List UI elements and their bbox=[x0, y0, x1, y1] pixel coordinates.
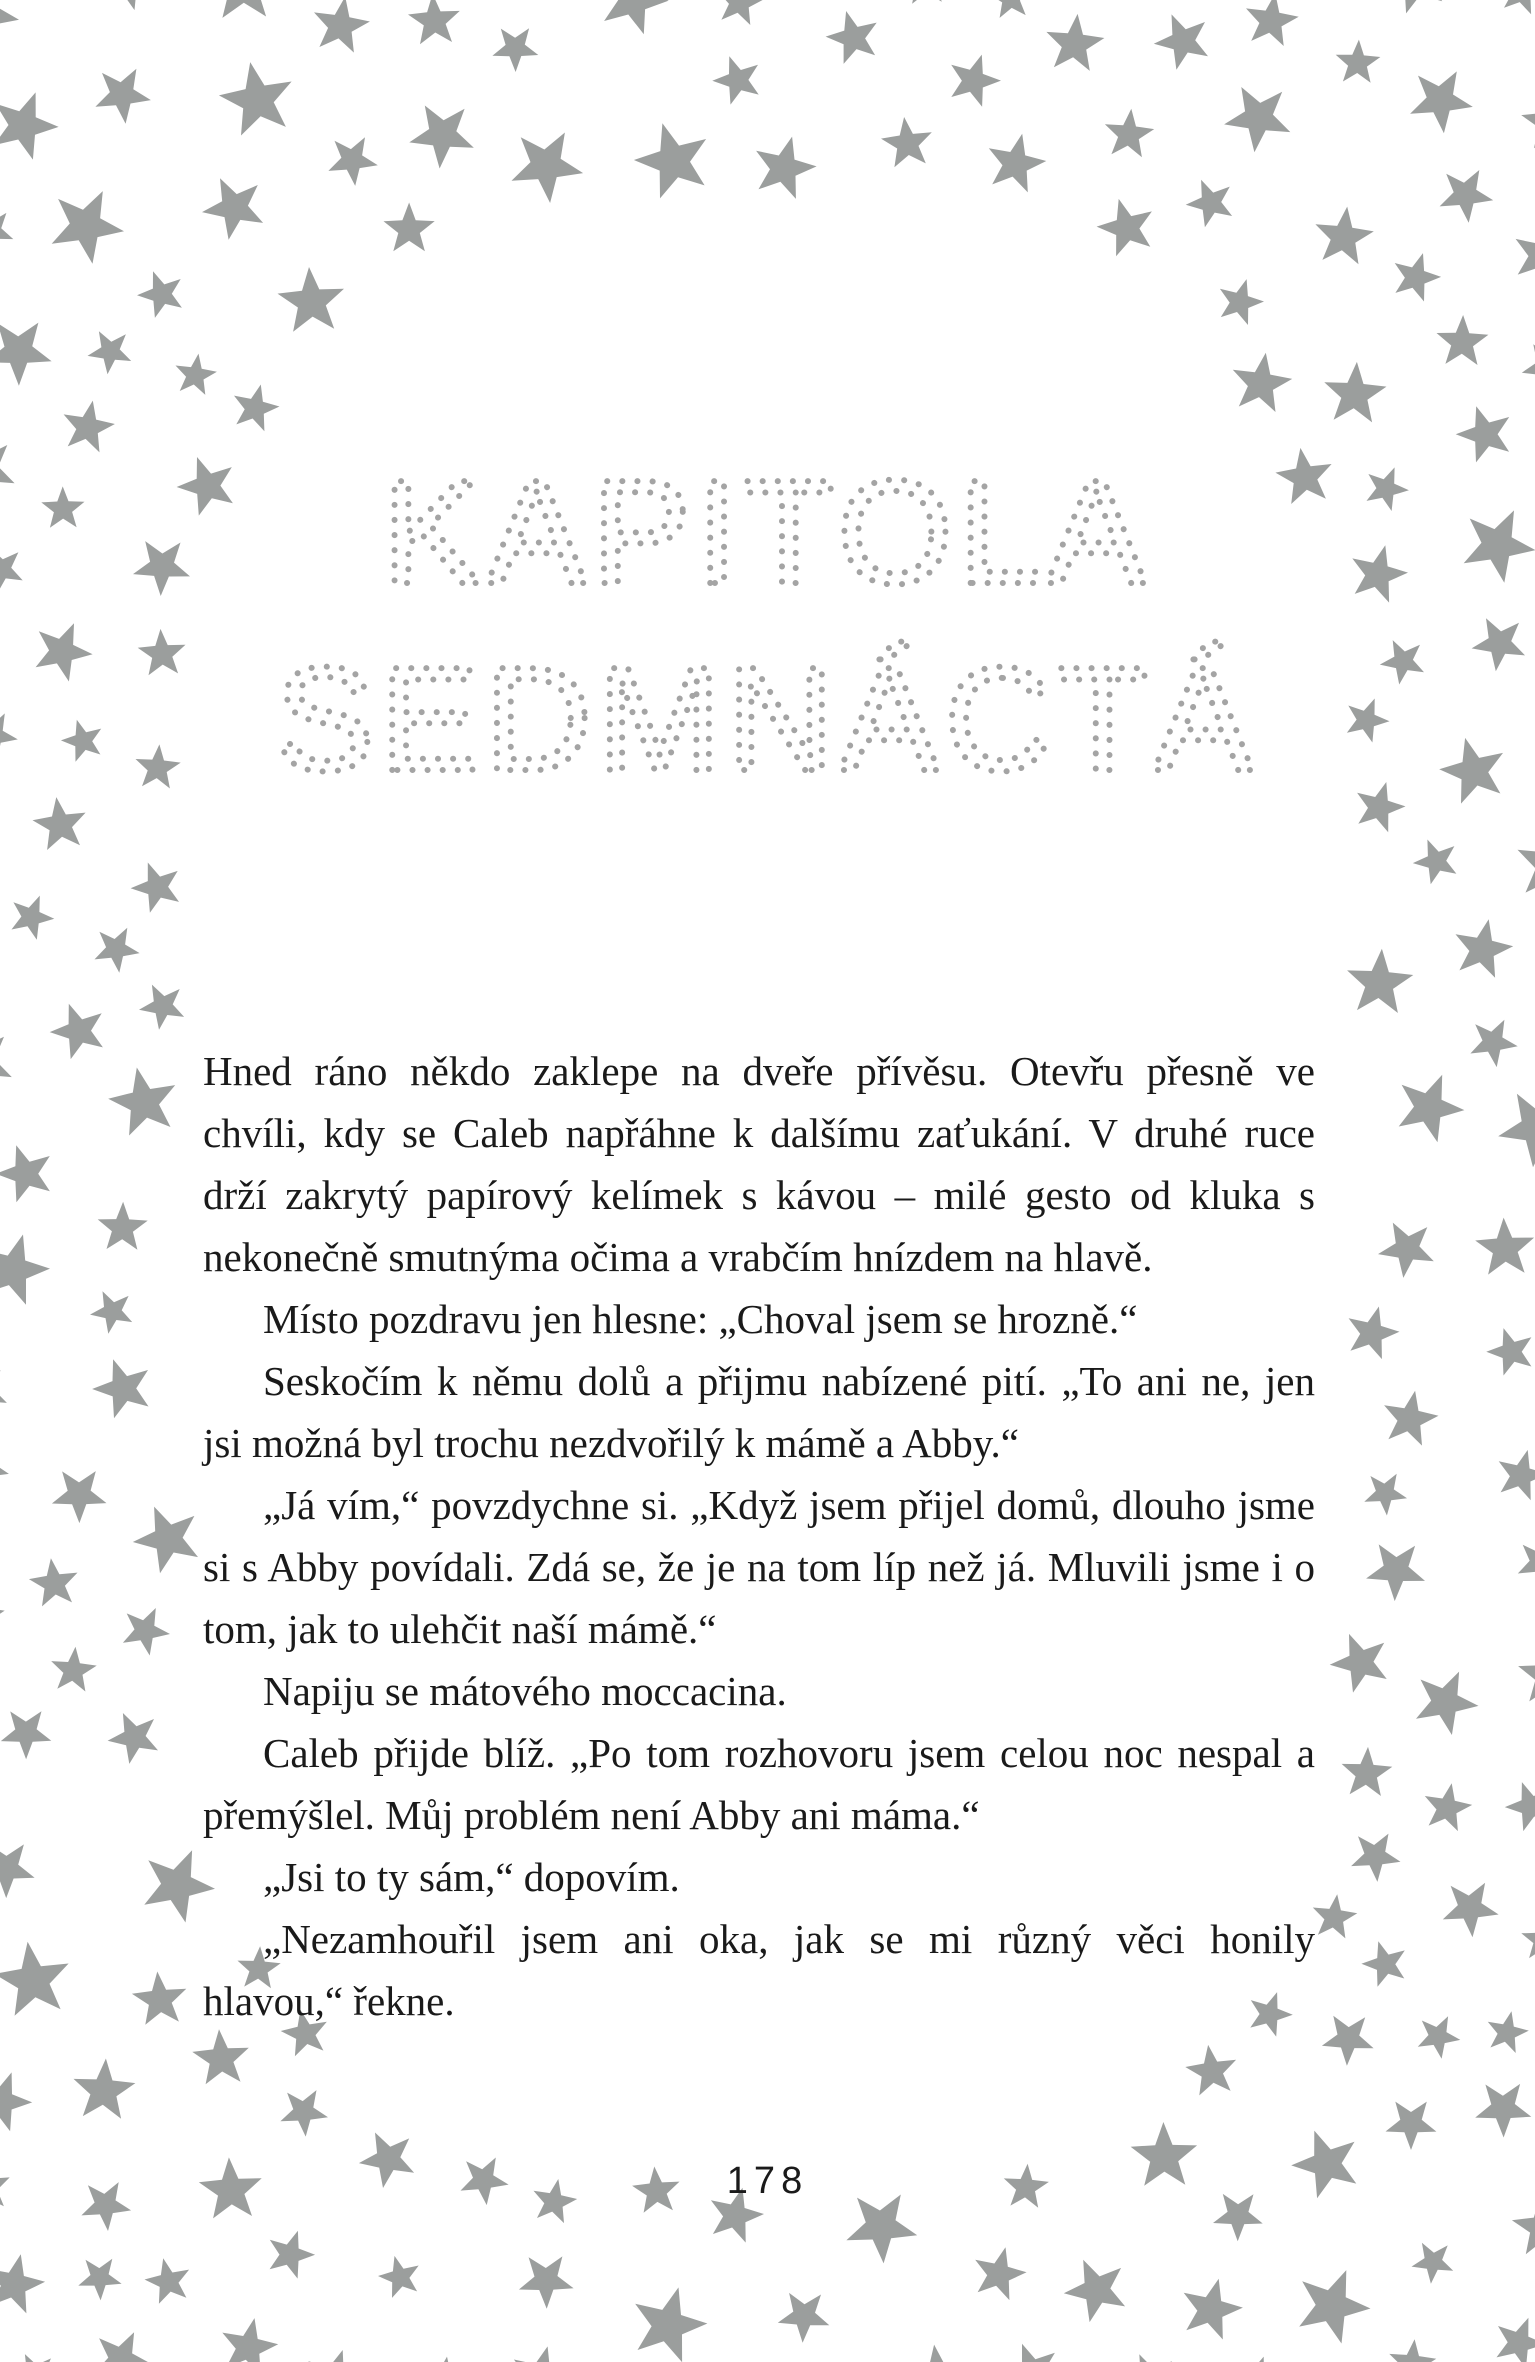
paragraph: „Jsi to ty sám,“ dopovím. bbox=[263, 1854, 680, 1900]
paragraph: „Nezamhouřil jsem ani oka, jak se mi různý věci honily hlavou,“ řekne. bbox=[203, 1916, 1315, 2024]
chapter-title-line2: SEDMNÁCTÁ bbox=[275, 637, 1259, 802]
paragraph: „Já vím,“ povzdychne si. „Když jsem přijel domů, dlouho jsme si s Abby povídali. Zdá se, že je na tom líp než já. Mluvili jsme i o tom, jak to ulehčit naší mámě.“ bbox=[203, 1482, 1315, 1652]
chapter-body bbox=[203, 1040, 1315, 2032]
paragraph: Caleb přijde blíž. „Po tom rozhovoru jsem celou noc nespal a přemýšlel. Můj problém není Abby ani máma.“ bbox=[203, 1730, 1315, 1838]
paragraph: Napiju se mátového moccacina. bbox=[263, 1668, 787, 1714]
paragraph: Hned ráno někdo zaklepe na dveře přívěsu. Otevřu přesně ve chvíli, kdy se Caleb napřáhne k dalšímu zaťukání. V druhé ruce drží zakrytý papírový kelímek s kávou – milé gesto od kluka s nekonečně smutnýma očima a vrabčím hnízdem na hlavě. bbox=[203, 1048, 1315, 1280]
page-number: 178 bbox=[726, 2160, 809, 2202]
paragraph: Místo pozdravu jen hlesne: „Choval jsem se hrozně.“ bbox=[263, 1296, 1138, 1342]
paragraph: Seskočím k němu dolů a přijmu nabízené pití. „To ani ne, jen jsi možná byl trochu nezdvořilý k mámě a Abby.“ bbox=[203, 1358, 1315, 1466]
chapter-title-line1: KAPITOLA bbox=[382, 450, 1152, 615]
